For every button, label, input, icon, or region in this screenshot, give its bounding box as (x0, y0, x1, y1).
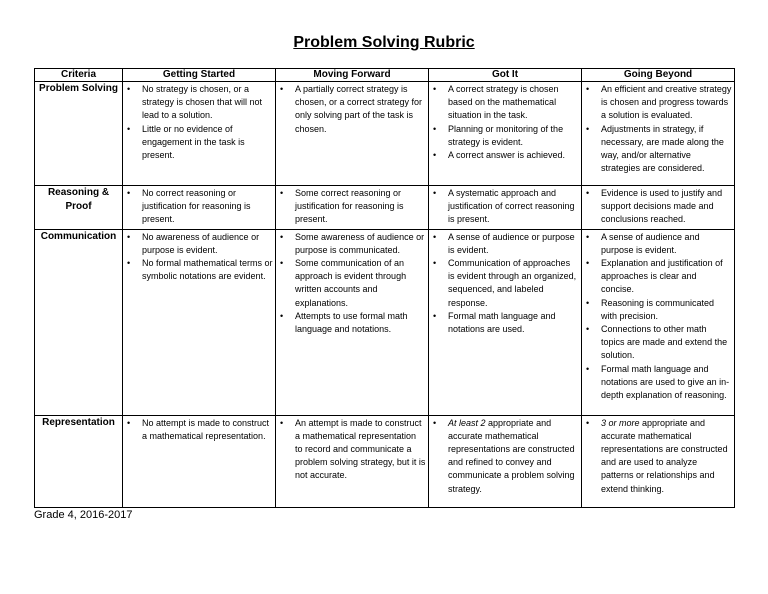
cell-moving-forward (276, 415, 429, 507)
item-text: Attempts to use formal math language and notations. (295, 310, 408, 335)
header-criteria: Criteria (35, 69, 123, 82)
list-item (584, 123, 732, 176)
item-text: A sense of audience and purpose is evident. (601, 231, 700, 255)
item-text: Adjustments in strategy, if necessary, are made along the way, and/or alternative strategies are considered. (601, 123, 724, 174)
cell-moving-forward (276, 229, 429, 415)
list-item (431, 310, 579, 336)
list-item (125, 123, 273, 163)
bullet-list (584, 187, 732, 227)
item-text: appropriate and accurate mathematical representations are constructed and refined to convey and communicate a problem solving strategy. (448, 417, 575, 494)
emphasis-text: 3 or more (601, 417, 640, 428)
list-item (278, 231, 426, 257)
item-text: Connections to other math topics are made and extend the solution. (601, 324, 728, 361)
cell-moving-forward (276, 186, 429, 230)
rubric-table (34, 68, 735, 508)
list-item (125, 83, 273, 123)
list-item (278, 83, 426, 136)
bullet-list (431, 417, 579, 496)
cell-getting-started (123, 415, 276, 507)
item-text: A sense of audience or purpose is evident. (448, 231, 575, 255)
cell-moving-forward (276, 82, 429, 186)
list-item (431, 231, 579, 257)
cell-got-it (429, 415, 582, 507)
item-text: No attempt is made to construct a mathematical representation. (142, 417, 270, 441)
footer-grade-year: Grade 4, 2016-2017 (34, 509, 133, 521)
bullet-list (584, 417, 732, 496)
bullet-list (278, 83, 426, 136)
item-text: Communication of approaches is evident through an organized, sequenced, and labeled response. (448, 258, 577, 308)
bullet-list (125, 417, 273, 443)
item-text: No correct reasoning or justification for reasoning is present. (142, 188, 251, 225)
criteria-label: Reasoning & Proof (35, 186, 123, 230)
list-item (125, 257, 273, 283)
item-text: Formal math language and notations are used. (448, 310, 556, 335)
bullet-list (278, 187, 426, 227)
header-getting-started: Getting Started (123, 69, 276, 82)
list-item (584, 257, 732, 297)
item-text: Formal math language and notations are used to give an in-depth explanation of reasoning. (601, 363, 730, 401)
item-text: An efficient and creative strategy is chosen and progress towards a solution is evaluated. (601, 84, 732, 121)
item-text: Little or no evidence of engagement in the task is present. (142, 123, 245, 161)
list-item (431, 257, 579, 310)
item-text: A correct answer is achieved. (448, 150, 566, 161)
list-item (431, 123, 579, 149)
list-item (125, 187, 273, 227)
table-row (35, 82, 735, 186)
criteria-label: Representation (35, 415, 123, 507)
item-text: A partially correct strategy is chosen, or a correct strategy for only solving part of the task is chosen. (295, 84, 423, 134)
list-item (278, 257, 426, 310)
header-row (35, 69, 735, 82)
list-item (584, 83, 732, 123)
cell-got-it (429, 186, 582, 230)
list-item (125, 231, 273, 257)
table-row (35, 415, 735, 507)
cell-going-beyond (582, 415, 735, 507)
bullet-list (278, 231, 426, 337)
list-item (431, 417, 579, 496)
bullet-list (125, 187, 273, 227)
list-item (431, 187, 579, 227)
list-item (278, 417, 426, 483)
criteria-label: Communication (35, 229, 123, 415)
item-text: Evidence is used to justify and support decisions made and conclusions reached. (601, 188, 723, 225)
bullet-list (431, 231, 579, 337)
item-text: A correct strategy is chosen based on the mathematical situation in the task. (448, 84, 559, 121)
bullet-list (278, 417, 426, 483)
item-text: Reasoning is communicated with precision. (601, 297, 715, 321)
list-item (431, 149, 579, 162)
list-item (584, 363, 732, 403)
list-item (584, 187, 732, 227)
item-text: Some communication of an approach is evident through written accounts and explanations. (295, 258, 407, 308)
bullet-list (125, 83, 273, 162)
bullet-list (125, 231, 273, 284)
cell-getting-started (123, 229, 276, 415)
cell-going-beyond (582, 82, 735, 186)
bullet-list (584, 231, 732, 403)
list-item (584, 323, 732, 363)
item-text: A systematic approach and justification of correct reasoning is present. (448, 188, 575, 225)
bullet-list (431, 83, 579, 162)
cell-going-beyond (582, 186, 735, 230)
emphasis-text: At least 2 (448, 417, 486, 428)
item-text: Planning or monitoring of the strategy is evident. (448, 123, 564, 147)
cell-got-it (429, 82, 582, 186)
item-text: Explanation and justification of approaches is clear and concise. (601, 258, 723, 295)
page-title: Problem Solving Rubric (293, 34, 475, 51)
list-item (431, 83, 579, 123)
header-going-beyond: Going Beyond (582, 69, 735, 82)
list-item (278, 187, 426, 227)
cell-getting-started (123, 186, 276, 230)
list-item (125, 417, 273, 443)
cell-going-beyond (582, 229, 735, 415)
list-item (584, 231, 732, 257)
cell-got-it (429, 229, 582, 415)
list-item (278, 310, 426, 336)
table-row (35, 186, 735, 230)
bullet-list (584, 83, 732, 175)
item-text: Some correct reasoning or justification for reasoning is present. (295, 188, 404, 225)
item-text: No strategy is chosen, or a strategy is chosen that will not lead to a solution. (142, 84, 263, 121)
header-moving-forward: Moving Forward (276, 69, 429, 82)
item-text: No awareness of audience or purpose is evident. (142, 231, 260, 255)
list-item (584, 417, 732, 496)
cell-getting-started (123, 82, 276, 186)
criteria-label: Problem Solving (35, 82, 123, 186)
item-text: No formal mathematical terms or symbolic notations are evident. (142, 258, 273, 282)
item-text: An attempt is made to construct a mathematical representation to record and communicate a problem solving strategy, but it is not accurate. (295, 417, 426, 481)
list-item (584, 297, 732, 323)
item-text: appropriate and accurate mathematical representations are constructed and are used to analyze patterns or relationships and extend thinking. (601, 417, 728, 494)
header-got-it: Got It (429, 69, 582, 82)
item-text: Some awareness of audience or purpose is communicated. (295, 231, 425, 255)
table-row (35, 229, 735, 415)
bullet-list (431, 187, 579, 227)
